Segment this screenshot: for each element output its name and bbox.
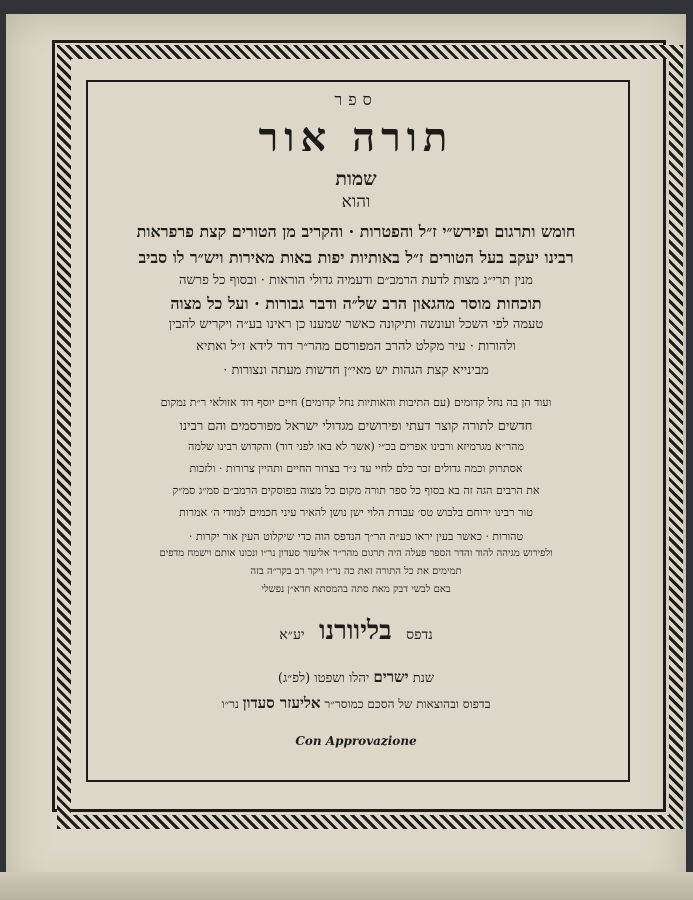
year-pre: שנת xyxy=(412,671,435,686)
year-line xyxy=(90,668,622,687)
description-line: רבינו יעקב בעל הטורים ז״ל באותיות יפות באות מאירות ויש״ר לו סביב xyxy=(138,248,574,267)
description-line: מבינייא קצת הגהות יש מאי״ן חדשות מעתה ונצורות · xyxy=(223,363,489,378)
description-line: ולהורות · עיר מקלט להרב המפורסם מהר״ר דוד לידא ז״ל ואתיא xyxy=(196,339,516,354)
description-line: חדשים לתורה קוצר דעתי ופירושים מגדולי ישראל מפורסמים והם רבינו xyxy=(179,419,533,434)
title-page-content xyxy=(90,82,622,772)
description-line: באם לבשי דבק מאת סתה בהמסתא חדא״ן נפשלי xyxy=(261,584,451,595)
year-post: יהלו ושפטו (לפ״ג) xyxy=(277,671,370,686)
approvazione-line: Con Approvazione xyxy=(295,734,417,748)
description-line: טור רבינו ירוחם בלבוש טס׳ עבודת הלוי ישן נושן להאיר עיני חכמים למודי ה׳ אמרות xyxy=(179,506,533,519)
description-line: מהר״א מגרמיזא ורבינו אפרים בכ״י (אשר לא באו לפני דוד) והקדוש רבינו שלמה xyxy=(188,440,524,453)
description-line: תוכחות מוסר מהגאון הרב של״ה ודבר גבורות · ועל כל מצוה xyxy=(170,294,542,313)
printer-pre: בדפוס ובהוצאות של הסכם כמוסר״ר xyxy=(324,697,491,711)
volume-title: שמות xyxy=(335,168,377,190)
imprint-suffix: יע״א xyxy=(279,627,305,643)
description-line: מנין תרי״ג מצות לדעת הרמב״ם ודעמיה גדולי הוראות · ובסוף כל פרשה xyxy=(179,273,533,288)
printer-name: אליעזר סעדון xyxy=(242,694,321,712)
description-line: טעמה לפי השכל ועונשה ותיקונה כאשר שמענו כן ראינו בע״ה ויקריש להבין xyxy=(168,317,544,332)
description-line: תמימים את כל התורה זאת כה נר״ו ויקר רב בקר״ה בזה xyxy=(250,566,462,577)
description-line: ועוד הן בה נחל קדומים (עם התיבות והאותיות נחל קדומים) חיים יוסף דוד אזולאי ר״ת נמקום xyxy=(160,396,552,409)
description-line: חומש ותרגום ופירש״י ז״ל והפטרות · והקריב מן הטורים קצת פרפראות xyxy=(136,222,576,241)
printer-line xyxy=(90,694,622,713)
description-line: אסתרוק וכמה גדולים זכר כלם לחיי עד נ״ר בצרור החיים ותהיין צרורות · ולזכות xyxy=(189,462,523,475)
book-title: תורה אור xyxy=(258,114,454,161)
description-line: ולפירוש מגיהה להוד והדר הספר פעלה היה תרגום מהר״ר אליעזר סעדון נר״ו ונכונו אותם וישמח מדפים xyxy=(159,548,553,559)
imprint-city: בליוורנו xyxy=(319,616,392,646)
vehu-label: והוא xyxy=(341,192,371,212)
imprint-line xyxy=(90,616,622,646)
imprint-prefix: נדפס xyxy=(406,627,433,643)
description-line: טהורות · כאשר בעין יראו כע״ה הר״ך הנדפס הוה כדי שיקלוט העין אור יקרות · xyxy=(188,530,524,543)
printer-post: נר״ו xyxy=(221,697,239,711)
page-edges xyxy=(0,872,693,900)
sefer-label: ספר xyxy=(334,90,378,109)
description-line: את הרבים הגה זה בא בסוף כל ספר תורה מקום כל מצוה בפוסקים הרמב״ם סמ״ג סמ״ק xyxy=(172,484,540,497)
year-word: ישרים xyxy=(373,668,409,686)
